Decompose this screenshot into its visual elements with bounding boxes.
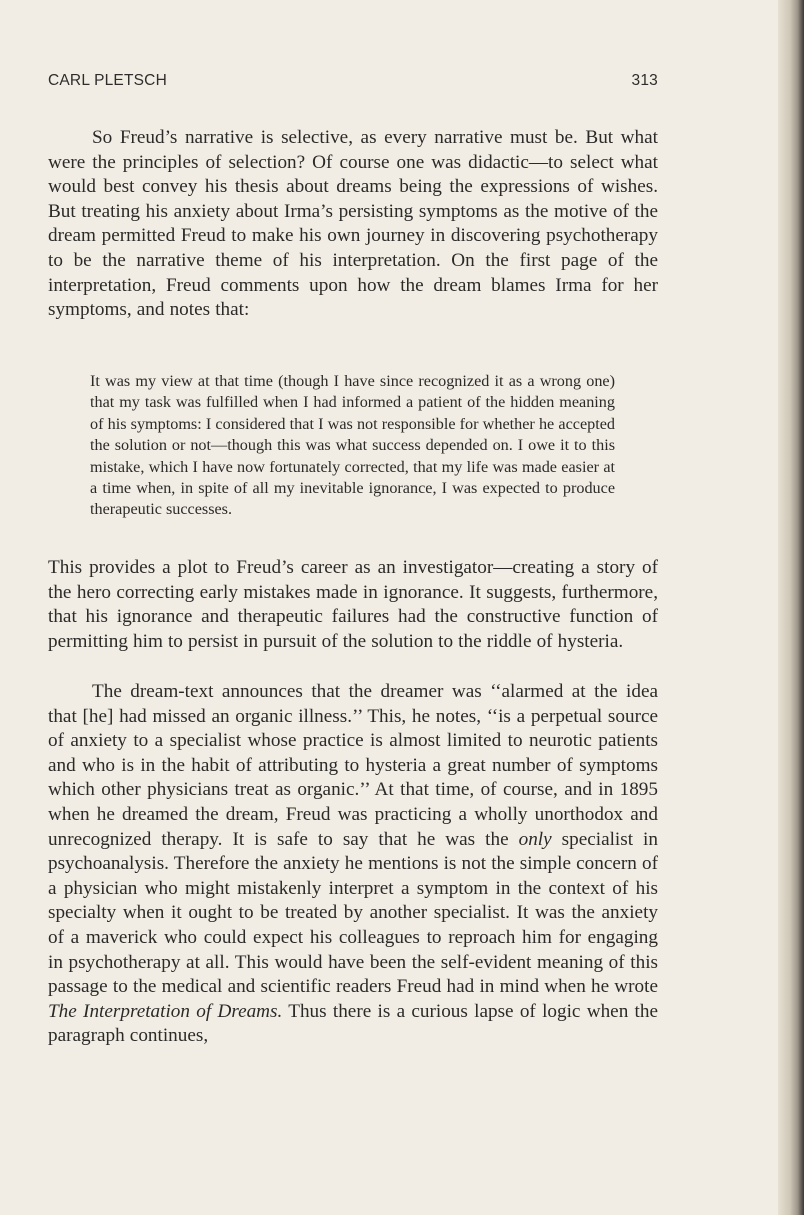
running-head xyxy=(48,72,658,94)
paragraph-2: This provides a plot to Freud’s career as an investigator—creating a story of the hero correcting early mistakes made in ignorance. It suggests, furthermore, that his ignorance and therapeutic failures had the constructive function of permitting him to persist in pursuit of the solution to the riddle of hysteria. xyxy=(48,557,658,652)
emphasis-only: only xyxy=(518,828,552,850)
paragraph-3-part-c: Thus there is a curious lapse of logic when the paragraph continues, xyxy=(48,1000,658,1047)
running-head-author: CARL PLETSCH xyxy=(48,72,167,89)
paragraph-1: So Freud’s narrative is selective, as every narrative must be. But what were the principles of selection? Of course one was didactic—to select what would best convey his thesis about dreams being the expressions of wishes. But treating his anxiety about Irma’s persisting symptoms as the motive of the dream permitted Freud to make his own journey in discovering psychotherapy to be the narrative theme of his interpretation. On the first page of the interpretation, Freud comments upon how the dream blames Irma for her symptoms, and notes that: xyxy=(48,127,658,321)
book-title-interpretation-of-dreams: The Interpretation of Dreams. xyxy=(48,1000,283,1022)
page-gutter-shadow xyxy=(778,0,804,1215)
paragraph-3-part-b: specialist in psychoanalysis. Therefore the anxiety he mentions is not the simple concern of a physician who might mistakenly interpret a symptom in the context of his specialty when it ought to be treated by another specialist. It was the anxiety of a maverick who could expect his colleagues to reproach him for engaging in psychotherapy at all. This would have been the self-evident meaning of this passage to the medical and scientific readers Freud had in mind when he wrote xyxy=(48,828,658,998)
page-number: 313 xyxy=(631,72,658,89)
paragraph-3-part-a: The dream-text announces that the dreamer was ‘‘alarmed at the idea that [he] had missed an organic illness.’’ This, he notes, ‘‘is a perpetual source of anxiety to a specialist whose practice is almost limited to neurotic patients and who is in the habit of attributing to hysteria a great number of symptoms which other physicians treat as organic.’’ At that time, of course, and in 1895 when he dreamed the dream, Freud was practicing a wholly unorthodox and unrecognized therapy. It is safe to say that he was the xyxy=(48,681,658,850)
paragraph-3 xyxy=(48,680,658,1049)
block-quote: It was my view at that time (though I have since recognized it as a wrong one) that my task was fulfilled when I had informed a patient of the hidden meaning of his symptoms: I considered that I was not responsible for whether he accepted the solution or not—though this was what success depended on. I owe it to this mistake, which I have now fortunately corrected, that my life was made easier at a time when, in spite of all my inevitable ignorance, I was expected to produce therapeutic successes. xyxy=(90,372,615,519)
